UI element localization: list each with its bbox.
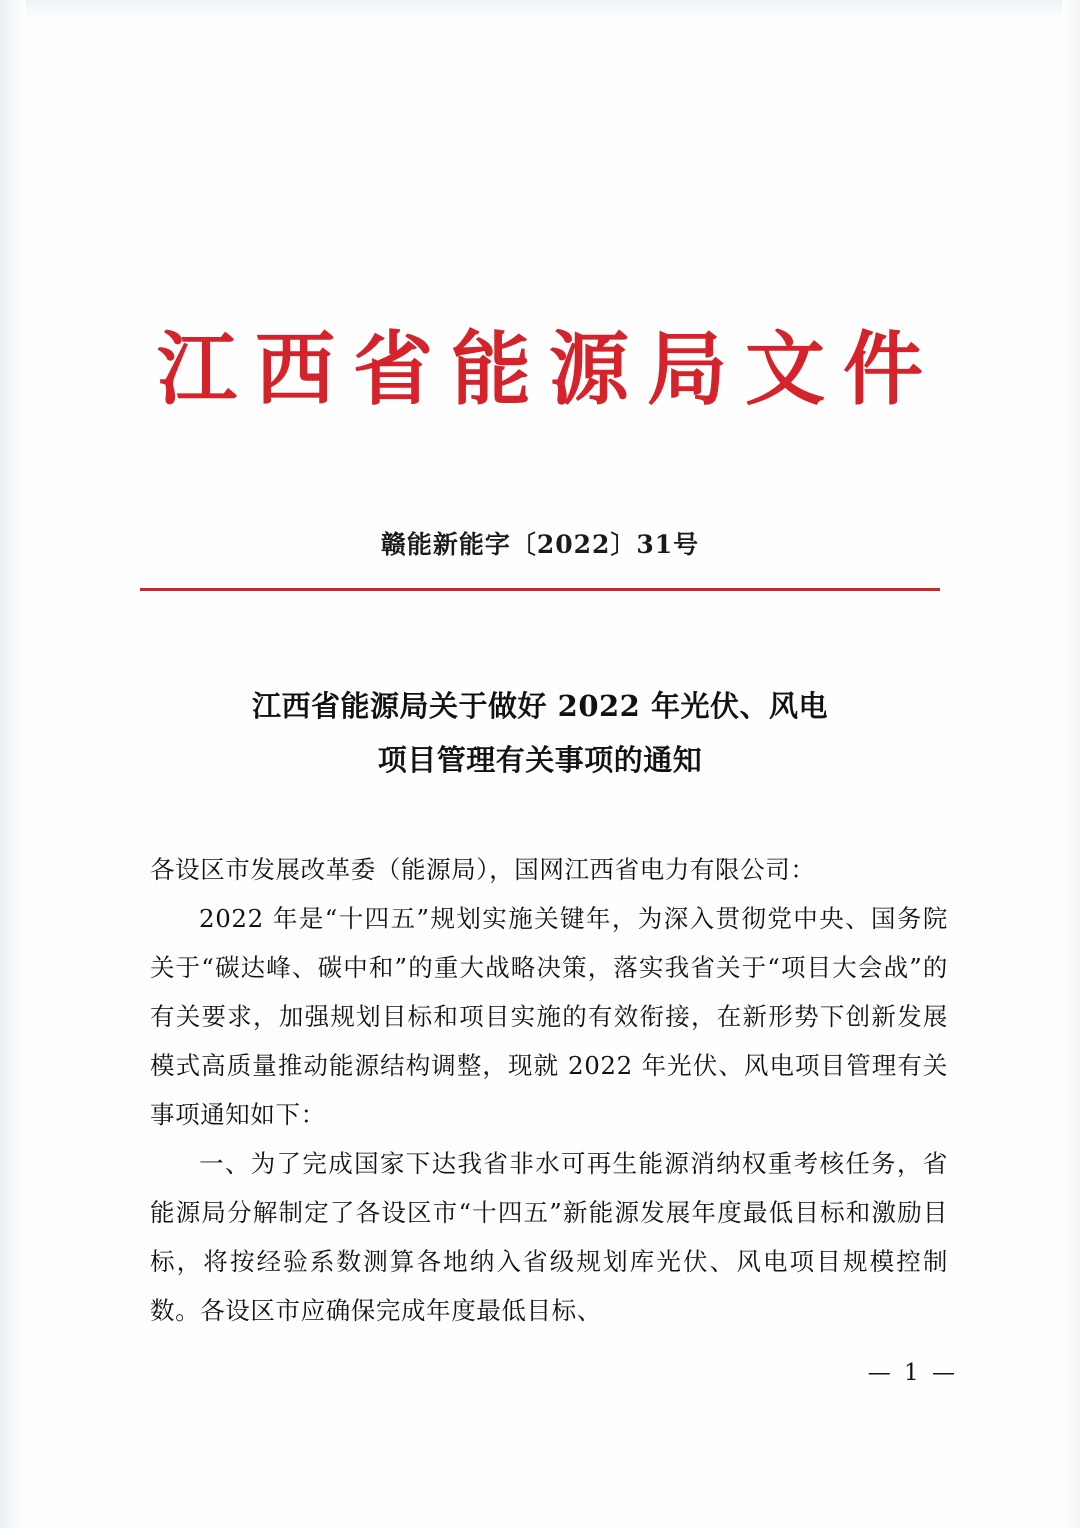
- body-paragraph-1: 2022 年是“十四五”规划实施关键年，为深入贯彻党中央、国务院关于“碳达峰、碳中和”的重大战略决策，落实我省关于“项目大会战”的有关要求，加强规划目标和项目实施的有效衔接，在新形势下创新发展模式高质量推动能源结构调整，现就 2022 年光伏、风电项目管理有关事项通知如下：: [150, 904, 948, 1129]
- page-title-line-2: 项目管理有关事项的通知: [377, 742, 703, 777]
- scan-edge-left: [0, 0, 26, 1528]
- page-title-line-1: 江西省能源局关于做好 2022 年光伏、风电: [252, 689, 828, 723]
- document-number: 赣能新能字〔2022〕31号: [380, 530, 700, 559]
- document-banner-title: 江西省能源局文件: [157, 322, 941, 416]
- scan-edge-top: [0, 0, 1080, 30]
- salutation: 各设区市发展改革委（能源局），国网江西省电力有限公司：: [150, 855, 816, 884]
- page-number: — 1 —: [867, 1360, 958, 1386]
- body-paragraph-2: 一、为了完成国家下达我省非水可再生能源消纳权重考核任务，省能源局分解制定了各设区市“十四五”新能源发展年度最低目标和激励目标，将按经验系数测算各地纳入省级规划库光伏、风电项目规模控制数。各设区市应确保完成年度最低目标、: [150, 1149, 948, 1325]
- red-divider-rule: [140, 588, 940, 591]
- page-title: [150, 680, 930, 787]
- scan-edge-right: [1062, 0, 1080, 1528]
- document-body: [150, 845, 948, 1335]
